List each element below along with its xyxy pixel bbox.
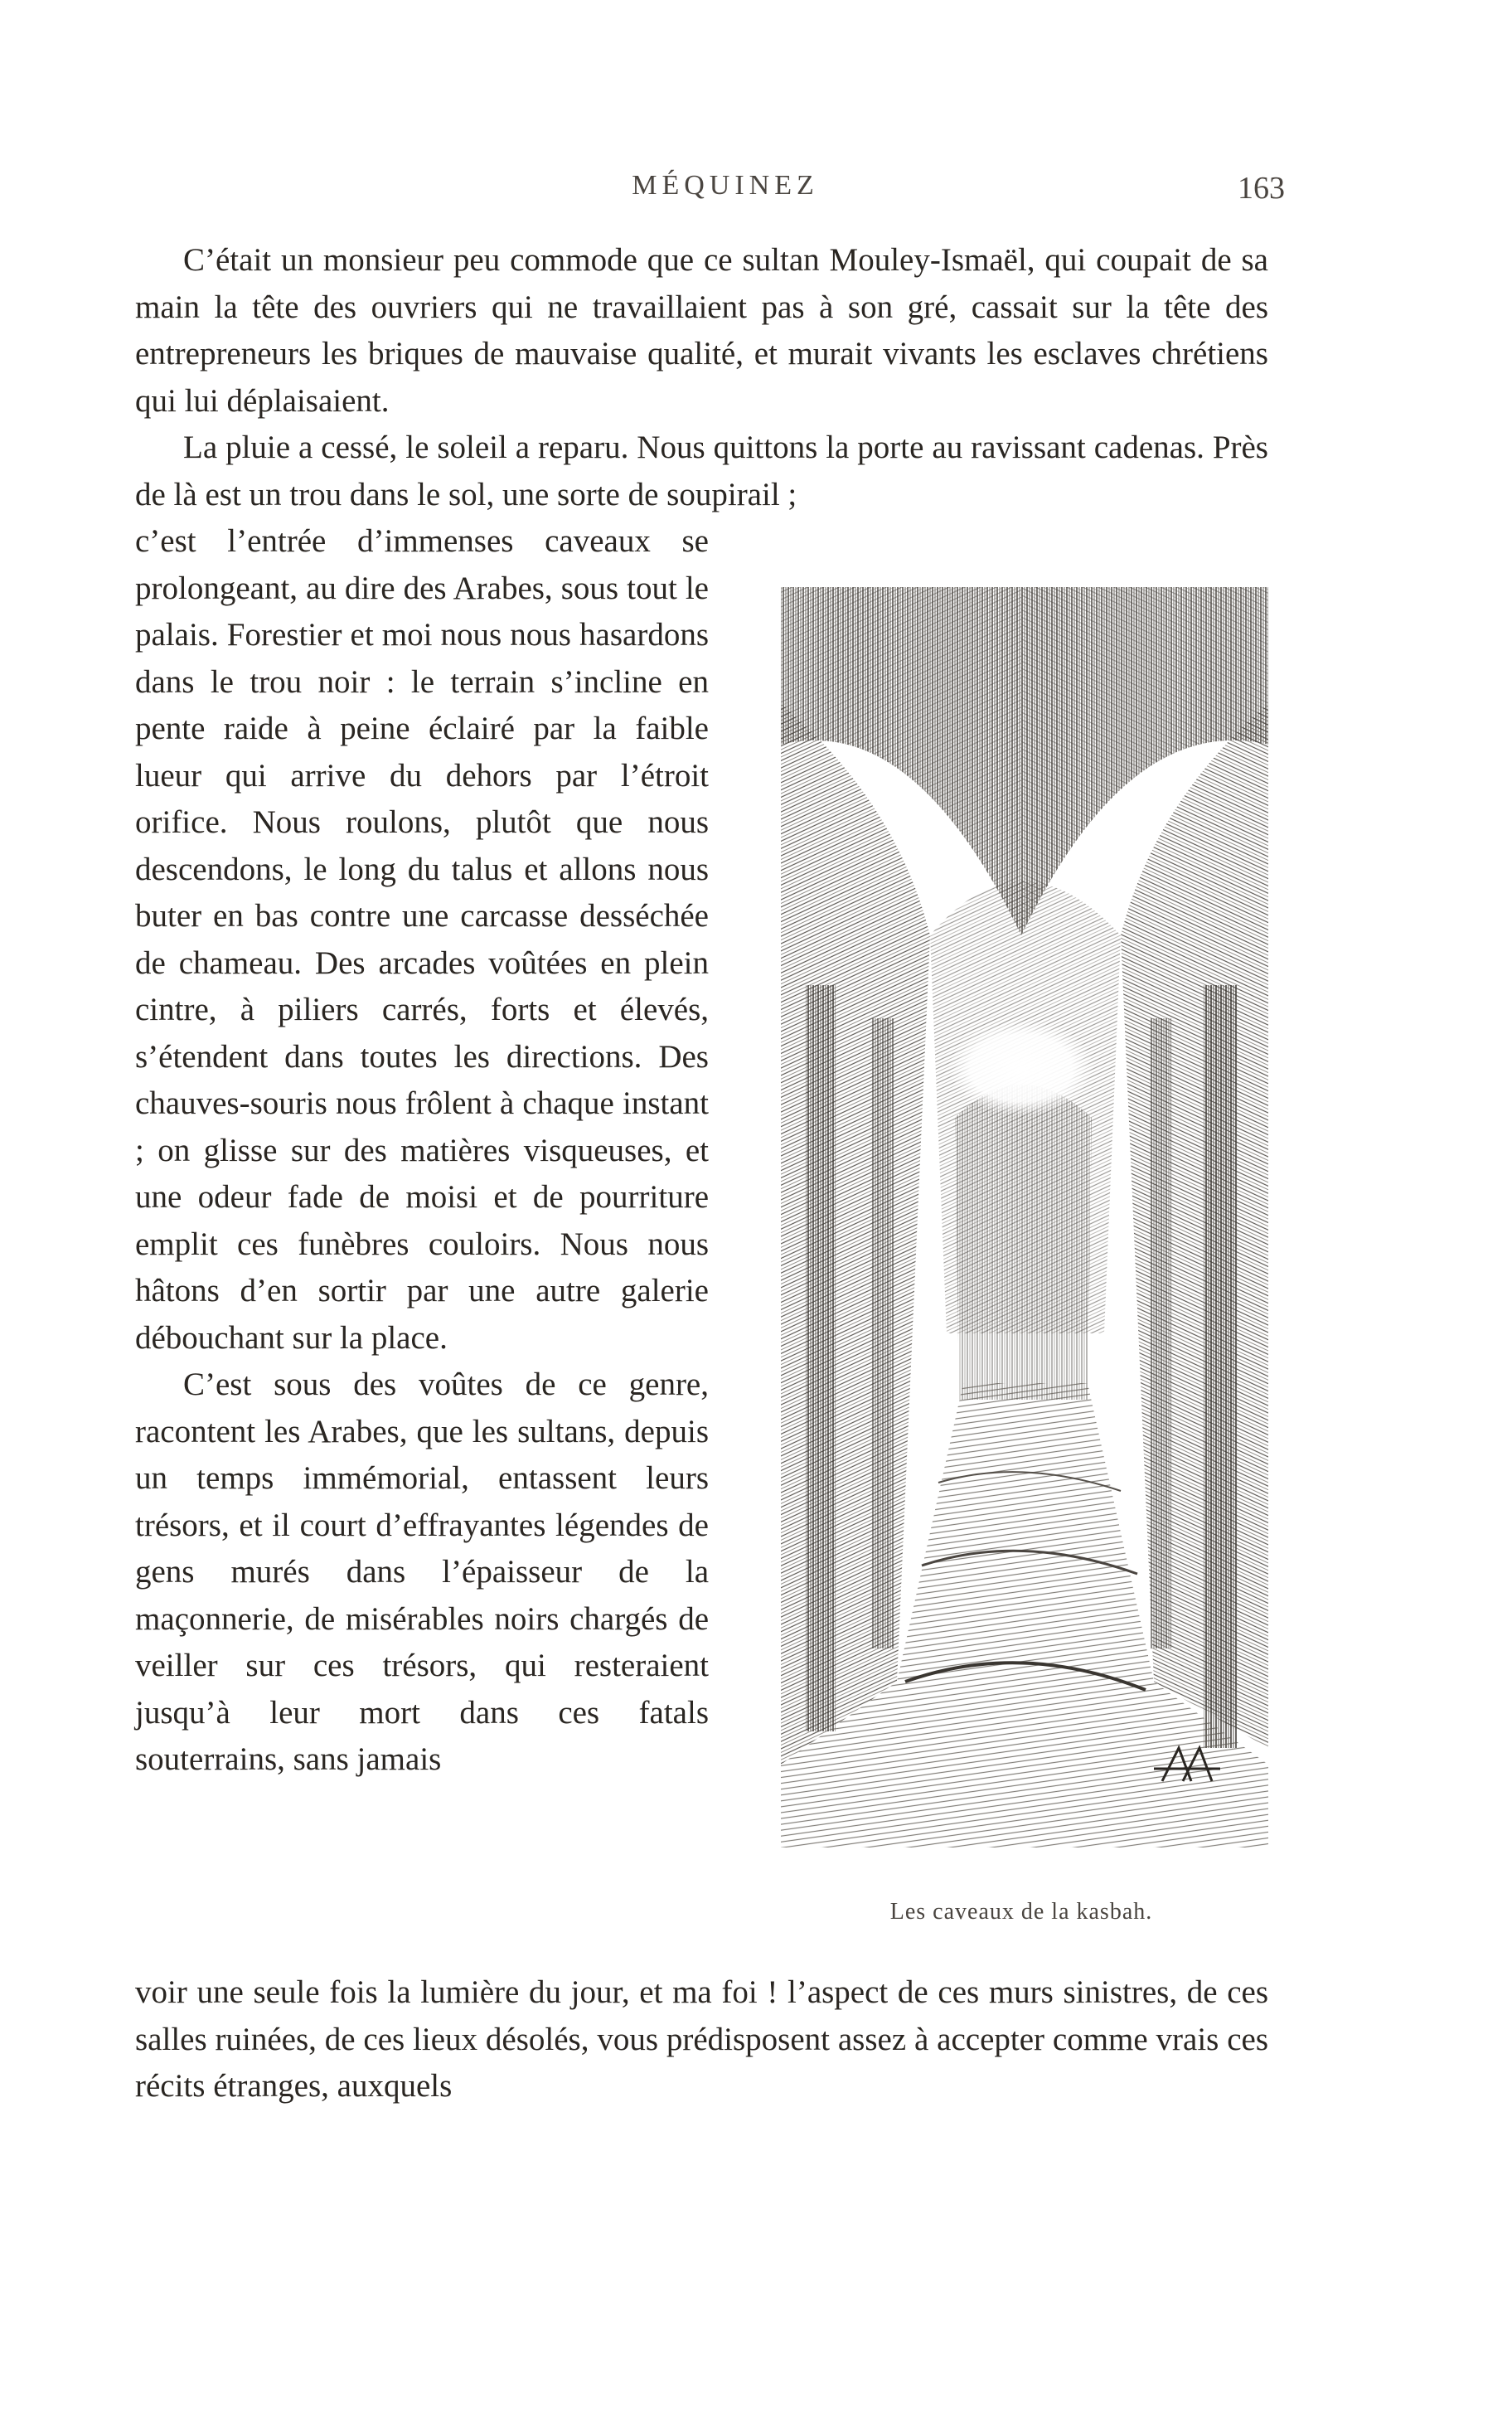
running-head xyxy=(0,170,1512,206)
page-number: 163 xyxy=(1238,171,1285,206)
running-title: MÉQUINEZ xyxy=(632,170,819,201)
paragraph-2-full-width: La pluie a cessé, le soleil a reparu. Nous quittons la porte au ravissant cadenas. Près de là est un trou dans le sol, une sorte de soupirail ; xyxy=(135,430,1268,512)
paragraph-3-continued: voir une seule fois la lumière du jour, et ma foi ! l’aspect de ces murs sinistres, de ces salles ruinées, de ces lieux désolés, vous prédisposent assez à accepter comme vrais ces récits étranges, auxquels xyxy=(135,1974,1268,2104)
paragraph-2-continued: c’est l’entrée d’immenses caveaux se prolongeant, au dire des Arabes, sous tout le palais. Forestier et moi nous nous hasardons dans le trou noir : le terrain s’incline en pente raide à peine éclairé par la faible lueur qui arrive du dehors par l’étroit orifice. Nous roulons, plutôt que nous descendons, le long du talus et allons nous buter en bas contre une carcasse desséchée de chameau. Des arcades voûtées en plein cintre, à piliers carrés, forts et élevés, s’étendent dans toutes les directions. Des chauves-souris nous frôlent à chaque instant ; on glisse sur des matières visqueuses, et une odeur fade de moisi et de pourriture emplit ces funèbres couloirs. Nous nous hâtons d’en sortir par une autre galerie débouchant sur la place. xyxy=(135,523,709,1356)
engraving-illustration xyxy=(773,587,1270,1847)
figure-caption: Les caveaux de la kasbah. xyxy=(889,1899,1153,1925)
paragraph-1: C’était un monsieur peu commode que ce sultan Mouley-Ismaël, qui coupait de sa main la tête des ouvriers qui ne travaillaient pas à son gré, cassait sur la tête des entrepreneurs les briques de mauvaise qualité, et murait vivants les esclaves chrétiens qui lui déplaisaient. xyxy=(135,242,1268,419)
vault-engraving xyxy=(773,587,1270,1847)
narrow-column xyxy=(135,518,709,1784)
paragraph-3: C’est sous des voûtes de ce genre, racontent les Arabes, que les sultans, depuis un temps immémorial, entassent leurs trésors, et il court d’effrayantes légendes de gens murés dans l’épaisseur de la maçonnerie, de misérables noirs chargés de veiller sur ces trésors, qui resteraient jusqu’à leur mort dans ces fatals souterrains, sans jamais xyxy=(135,1367,709,1777)
